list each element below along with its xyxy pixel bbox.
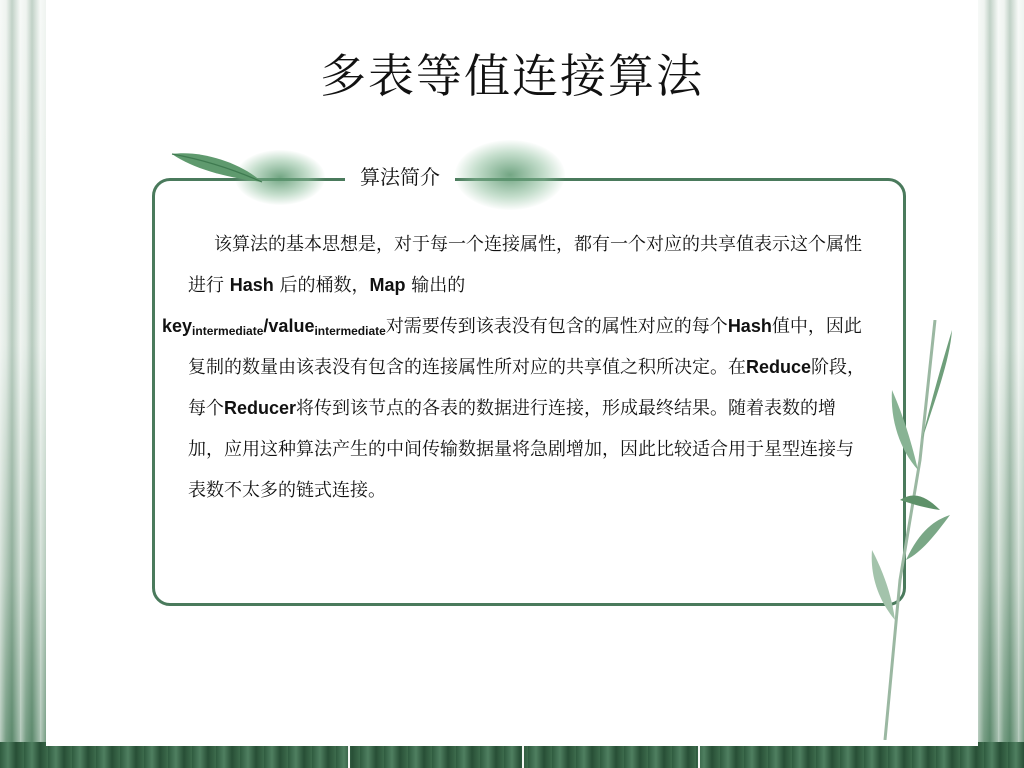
- term-key: key: [162, 316, 193, 336]
- term-value-subscript: intermediate: [314, 324, 386, 338]
- term-hash: Hash: [229, 275, 274, 295]
- text-run: 后的桶数，: [273, 275, 370, 296]
- term-value: value: [268, 316, 315, 336]
- term-reducer: Reducer: [224, 398, 297, 418]
- term-key-subscript: intermediate: [192, 324, 264, 338]
- bamboo-background-right: [978, 0, 1024, 768]
- bamboo-leaf-icon: [170, 148, 265, 188]
- text-run: 将传到该节点的各表的数据进行连接，形成最终结果。随着表数的增加，应用这种算法产生的中间传输数据量将急剧增加，因此比较适合用于星型连接与表数不太多的链式连接。: [188, 398, 854, 501]
- slash: /: [263, 316, 269, 336]
- description-paragraph: [162, 224, 868, 511]
- text-run: 输出的: [405, 275, 466, 296]
- term-hash: Hash: [727, 316, 772, 336]
- term-reduce: Reduce: [746, 357, 812, 377]
- text-run: 该算法的基本思想是，对于每一个连接属性，都有一个对应的共享值表示这个属性进行: [188, 234, 862, 296]
- text-run: 阶段，每个: [188, 357, 866, 419]
- leaf-glow-right: [455, 140, 565, 210]
- text-run: 对需要传到该表没有包含的属性对应的每个: [385, 316, 728, 337]
- slide-title: 多表等值连接算法: [320, 49, 704, 103]
- term-map: Map: [369, 275, 406, 295]
- section-label: 算法简介: [345, 162, 455, 192]
- bamboo-background-left: [0, 0, 46, 768]
- text-run: 值中，因此复制的数量由该表没有包含的连接属性所对应的共享值之积所决定。在: [188, 316, 862, 378]
